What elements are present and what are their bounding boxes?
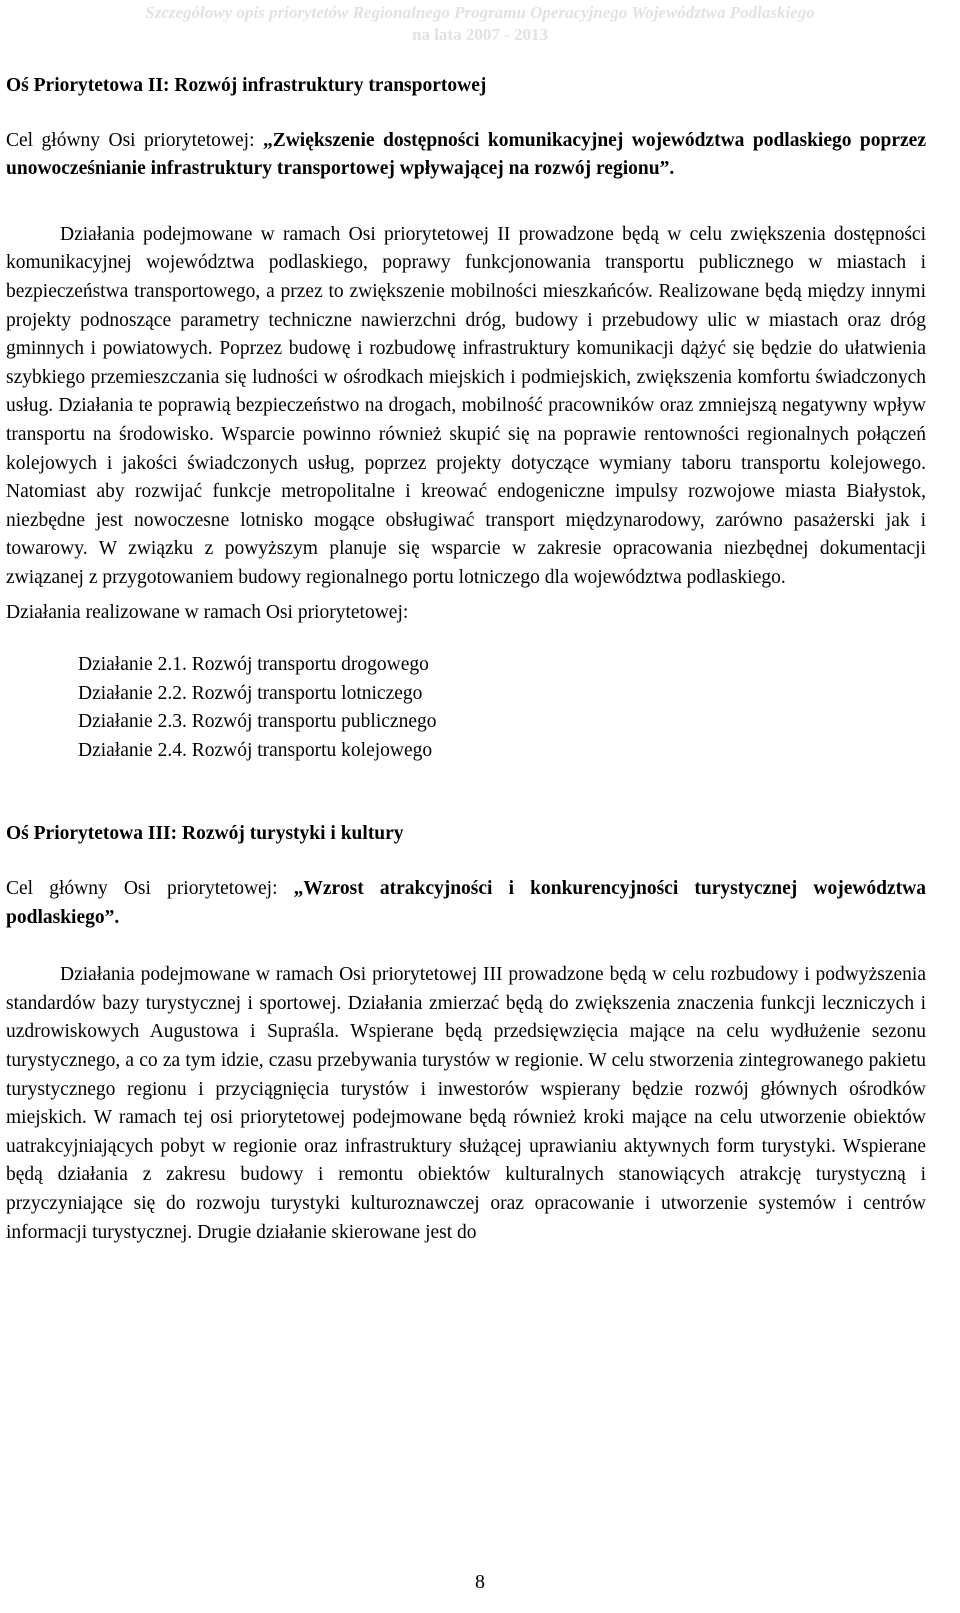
header-title: Szczegółowy opis priorytetów Regionalnego Programu Operacyjnego Województwa Podlaskiego bbox=[145, 3, 815, 22]
action-item: Działanie 2.3. Rozwój transportu publicznego bbox=[78, 711, 437, 733]
page-number: 8 bbox=[475, 1571, 485, 1593]
axis3-goal-lead: Cel główny Osi priorytetowej: bbox=[6, 878, 294, 900]
axis3-goal-text: „Wzrost atrakcyjności i konkurencyjności turystycznej województwa podlaskiego”. bbox=[6, 878, 927, 928]
axis3-goal bbox=[6, 875, 926, 932]
axis2-goal bbox=[6, 127, 926, 184]
axis3-heading-title: Rozwój turystyki i kultury bbox=[177, 823, 404, 845]
running-header bbox=[0, 2, 960, 46]
axis3-heading bbox=[6, 820, 926, 849]
action-item: Działanie 2.2. Rozwój transportu lotniczego bbox=[78, 682, 423, 704]
action-item: Działanie 2.1. Rozwój transportu drogowego bbox=[78, 654, 429, 676]
axis2-description: Działania podejmowane w ramach Osi priorytetowej II prowadzone będą w celu zwiększenia dostępności komunikacyjnej województwa podlaskiego, poprawy funkcjonowania transportu publicznego w miastach i bezpieczeństwa transportowego, a przez to zwiększenie mobilności mieszkańców. Realizowane będą między innymi projekty podnoszące parametry techniczne nawierzchni dróg, budowy i przebudowy ulic w miastach oraz dróg gminnych i powiatowych. Poprzez budowę i rozbudowę infrastruktury komunikacji dążyć się będzie do ułatwienia szybkiego przemieszczania się ludności w ośrodkach miejskich i podmiejskich, zwiększenia komfortu świadczonych usług. Działania te poprawią bezpieczeństwo na drogach, mobilność pracowników oraz zmniejszą negatywny wpływ transportu na środowisko. Wsparcie powinno również skupić się na poprawie rentowności regionalnych połączeń kolejowych i jakości świadczonych usług, poprzez projekty dotyczące wymiany taboru transportu kolejowego. Natomiast aby rozwijać funkcje metropolitalne i kreować endogeniczne impulsy rozwojowe miasta Białystok, niezbędne jest nowoczesne lotnisko mogące obsługiwać transport międzynarodowy, zarówno pasażerski jak i towarowy. W związku z powyższym planuje się wsparcie w zakresie opracowania niezbędnej dokumentacji związanej z przygotowaniem budowy regionalnego portu lotniczego dla województwa podlaskiego. bbox=[6, 223, 926, 588]
main-content bbox=[6, 72, 926, 1247]
axis2-goal-text: „Zwiększenie dostępności komunikacyjnej województwa podlaskiego poprzez unowocześnianie infrastruktury transportowej wpływającej na rozwój regionu”. bbox=[6, 129, 926, 180]
axis2-heading-title: Rozwój infrastruktury transportowej bbox=[169, 75, 487, 96]
header-period: na lata 2007 - 2013 bbox=[412, 25, 548, 44]
axis2-actions-list bbox=[6, 651, 926, 765]
axis2-heading-label: Oś Priorytetowa II: bbox=[6, 75, 170, 96]
axis2-heading bbox=[6, 72, 926, 101]
axis2-actions-intro: Działania realizowane w ramach Osi priorytetowej: bbox=[6, 601, 409, 623]
axis2-goal-lead: Cel główny Osi priorytetowej: bbox=[6, 129, 263, 151]
axis3-heading-label: Oś Priorytetowa III: bbox=[6, 823, 178, 845]
axis3-description: Działania podejmowane w ramach Osi priorytetowej III prowadzone będą w celu rozbudowy i podwyższenia standardów bazy turystycznej i sportowej. Działania zmierzać będą do zwiększenia znaczenia funkcji leczniczych i uzdrowiskowych Augustowa i Supraśla. Wspierane będą przedsięwzięcia mające na celu wydłużenie sezonu turystycznego, a co za tym idzie, czasu przebywania turystów w regionie. W celu stworzenia zintegrowanego pakietu turystycznego regionu i przyciągnięcia turystów i inwestorów wspierany będzie rozwój głównych ośrodków miejskich. W ramach tej osi priorytetowej podejmowane będą również kroki mające na celu utworzenie obiektów uatrakcyjniających pobyt w regionie oraz infrastruktury służącej uprawianiu aktywnych form turystyki. Wspierane będą działania z zakresu budowy i remontu obiektów kulturalnych stanowiących atrakcję turystyczną i przyczyniające się do rozwoju turystyki kulturoznawczej oraz opracowanie i utworzenie systemów i centrów informacji turystycznej. Drugie działanie skierowane jest do bbox=[6, 964, 926, 1243]
action-item: Działanie 2.4. Rozwój transportu kolejowego bbox=[78, 739, 433, 761]
